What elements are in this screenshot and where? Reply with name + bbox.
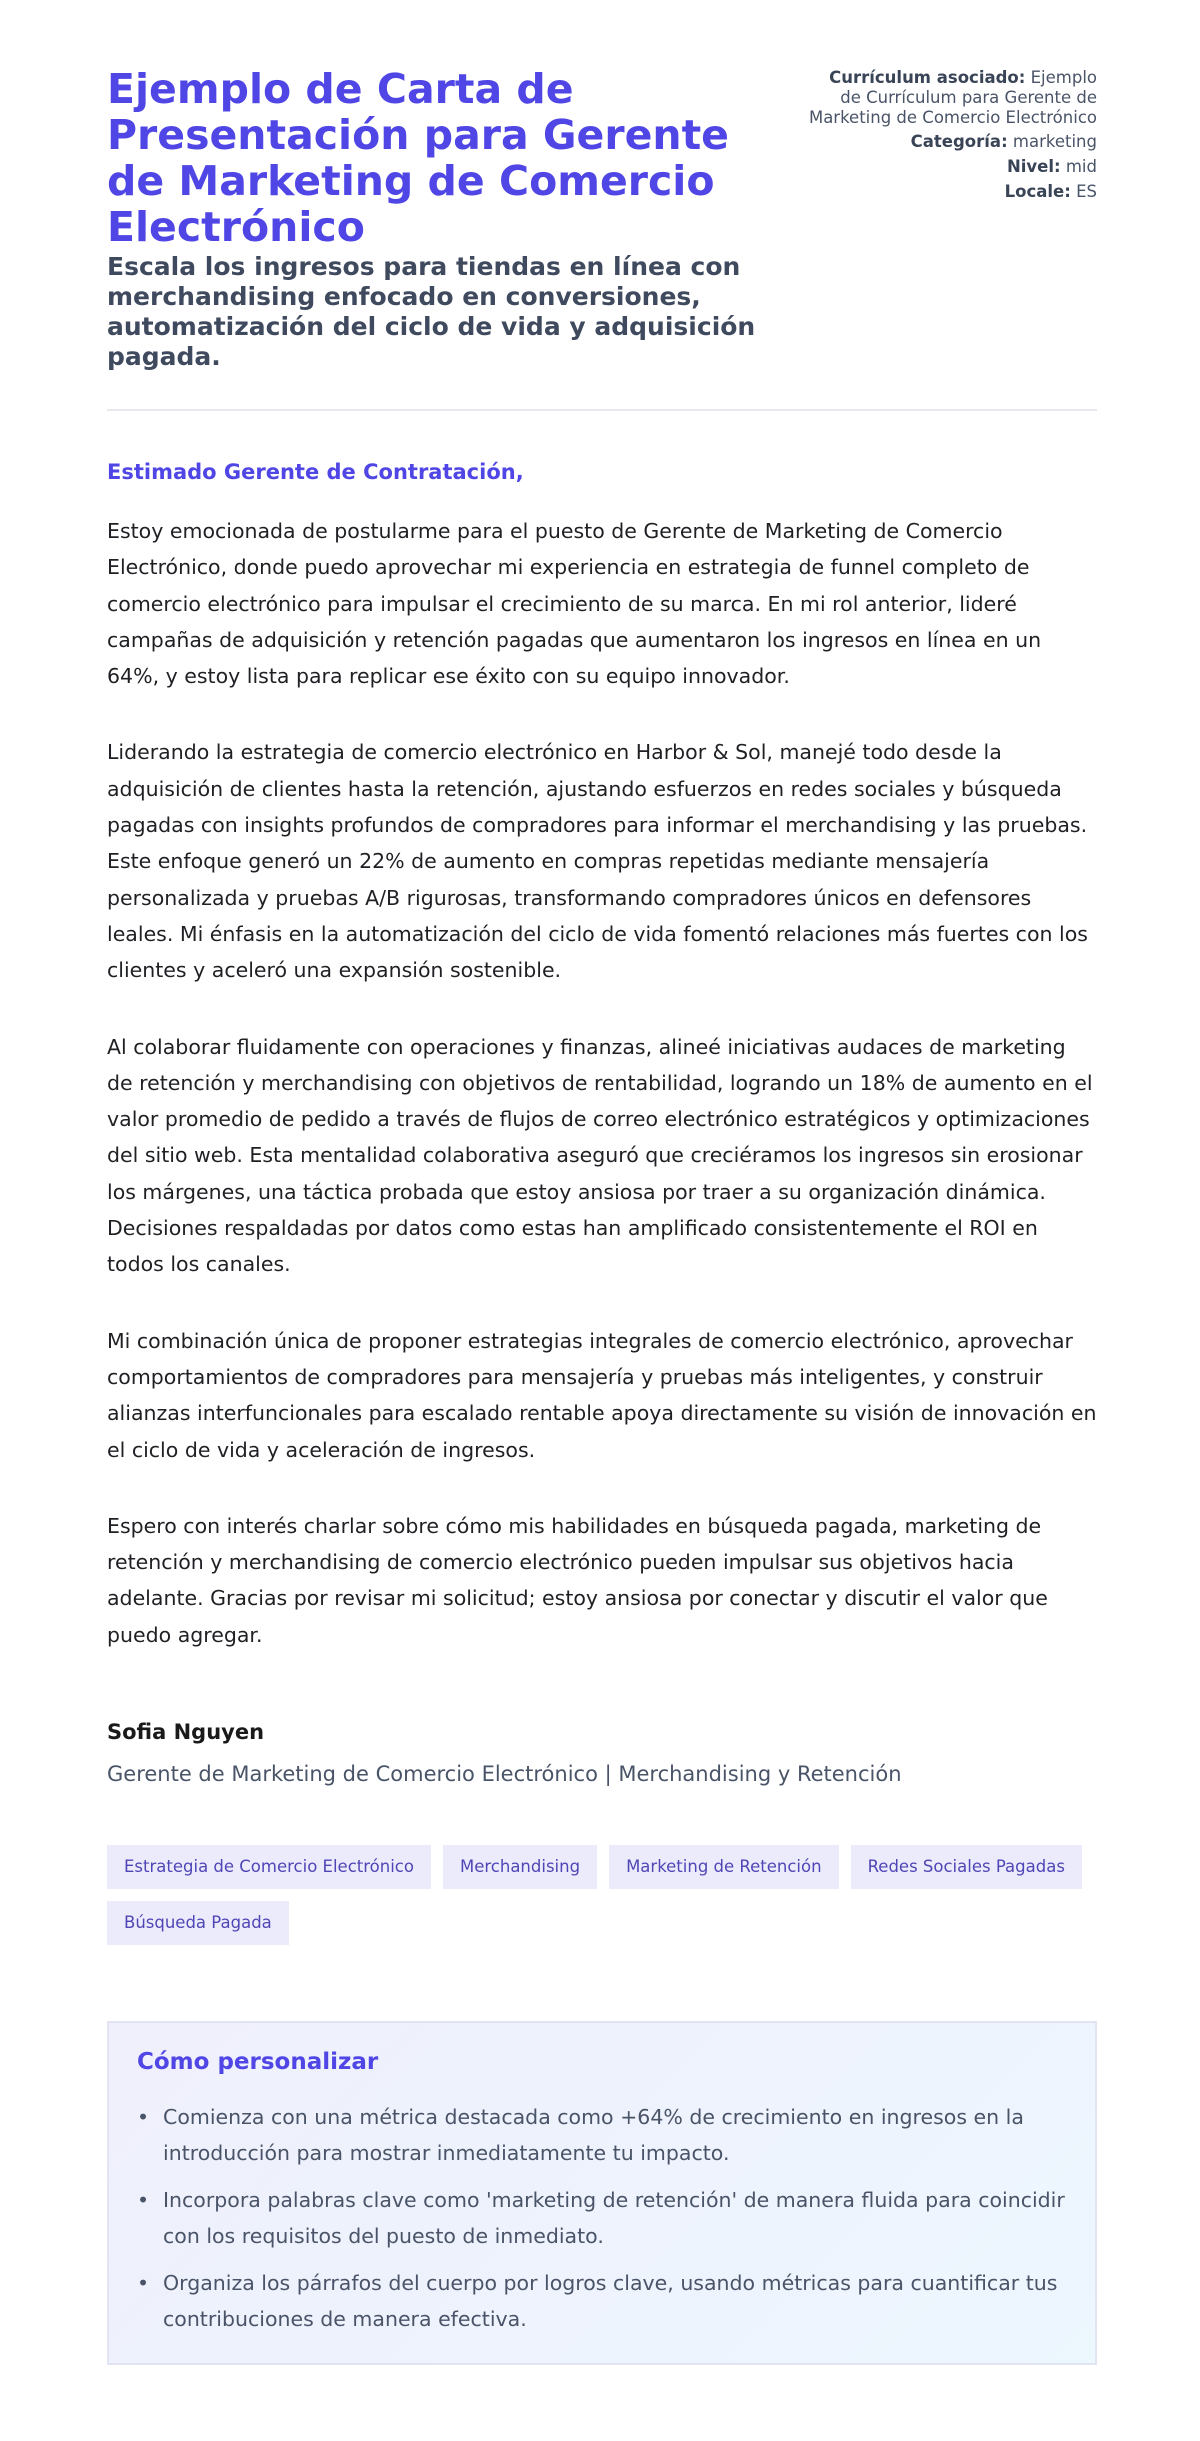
meta-category-value: marketing xyxy=(1012,132,1097,151)
meta-resume-value: Ejemplo de Currículum para Gerente de Marketing de Comercio Electrónico xyxy=(808,68,1097,127)
tip-item xyxy=(137,2099,1067,2171)
tip-item xyxy=(137,2182,1067,2254)
meta-locale xyxy=(807,182,1097,202)
page-header xyxy=(107,66,1097,372)
signature-title: Gerente de Marketing de Comercio Electrónico | Merchandising y Retención xyxy=(107,1762,902,1787)
meta-locale-label: Locale: xyxy=(1004,182,1071,201)
meta-resume xyxy=(807,68,1097,128)
salutation: Estimado Gerente de Contratación, xyxy=(107,460,524,484)
skill-tags xyxy=(107,1845,1097,1945)
tips-title: Cómo personalizar xyxy=(137,2049,379,2076)
bullet-icon: • xyxy=(137,2271,150,2296)
meta-resume-label: Currículum asociado: xyxy=(829,68,1026,87)
body-paragraph: Mi combinación única de proponer estrategias integrales de comercio electrónico, aprovechar comportamientos de compradores para mensajería y pruebas más inteligentes, y construir alianzas interfuncionales para escalado rentable apoya directamente su visión de innovación en el ciclo de vida y aceleración de ingresos. xyxy=(107,1328,1097,1462)
body-paragraph: Estoy emocionada de postularme para el puesto de Gerente de Marketing de Comercio Electrónico, donde puedo aprovechar mi experiencia en estrategia de funnel completo de comercio electrónico para impulsar el crecimiento de su marca. En mi rol anterior, lideré campañas de adquisición y retención pagadas que aumentaron los ingresos en línea en un 64%, y estoy lista para replicar ese éxito con su equipo innovador. xyxy=(107,519,1042,689)
tip-text: Comienza con una métrica destacada como +64% de crecimiento en ingresos en la introducción para mostrar inmediatamente tu impacto. xyxy=(163,2105,1024,2166)
signature-block xyxy=(107,1719,1097,1787)
body-paragraph: Al colaborar fluidamente con operaciones y finanzas, alineé iniciativas audaces de marketing de retención y merchandising con objetivos de rentabilidad, logrando un 18% de aumento en el valor promedio de pedido a través de flujos de correo electrónico estratégicos y optimizaciones del sitio web. Esta mentalidad colaborativa aseguró que creciéramos los ingresos sin erosionar los márgenes, una táctica probada que estoy ansiosa por traer a su organización dinámica. Decisiones respaldadas por datos como estas han amplificado consistentemente el ROI en todos los canales. xyxy=(107,1034,1093,1277)
bullet-icon: • xyxy=(137,2188,150,2213)
cover-letter-page xyxy=(107,0,1097,2433)
meta-panel xyxy=(807,66,1097,207)
customization-tips xyxy=(107,2021,1097,2365)
header-divider xyxy=(107,409,1097,411)
meta-locale-value: ES xyxy=(1076,182,1097,201)
signature-name: Sofia Nguyen xyxy=(107,1720,265,1745)
bullet-icon: • xyxy=(137,2105,150,2130)
meta-level-label: Nivel: xyxy=(1006,157,1061,176)
tip-item xyxy=(137,2265,1067,2337)
skill-tag: Búsqueda Pagada xyxy=(107,1901,289,1945)
meta-level xyxy=(807,157,1097,177)
letter-body xyxy=(107,513,1097,1653)
skill-tag: Redes Sociales Pagadas xyxy=(851,1845,1082,1889)
meta-category xyxy=(807,132,1097,152)
page-title: Ejemplo de Carta de Presentación para Gerente de Marketing de Comercio Electrónico xyxy=(107,65,729,251)
body-paragraph: Espero con interés charlar sobre cómo mis habilidades en búsqueda pagada, marketing de retención y merchandising de comercio electrónico pueden impulsar sus objetivos hacia adelante. Gracias por revisar mi solicitud; estoy ansiosa por conectar y discutir el valor que puedo agregar. xyxy=(107,1513,1048,1647)
tip-text: Incorpora palabras clave como 'marketing de retención' de manera fluida para coincidir con los requisitos del puesto de inmediato. xyxy=(163,2188,1065,2249)
tips-list xyxy=(137,2099,1067,2337)
title-block xyxy=(107,66,797,372)
meta-level-value: mid xyxy=(1065,157,1097,176)
skill-tag: Marketing de Retención xyxy=(609,1845,839,1889)
skill-tag: Estrategia de Comercio Electrónico xyxy=(107,1845,431,1889)
body-paragraph: Liderando la estrategia de comercio electrónico en Harbor & Sol, manejé todo desde la adquisición de clientes hasta la retención, ajustando esfuerzos en redes sociales y búsqueda pagadas con insights profundos de compradores para informar el merchandising y las pruebas. Este enfoque generó un 22% de aumento en compras repetidas mediante mensajería personalizada y pruebas A/B rigurosas, transformando compradores únicos en defensores leales. Mi énfasis en la automatización del ciclo de vida fomentó relaciones más fuertes con los clientes y aceleró una expansión sostenible. xyxy=(107,740,1088,983)
page-subtitle: Escala los ingresos para tiendas en línea con merchandising enfocado en conversiones, automatización del ciclo de vida y adquisición pagada. xyxy=(107,252,756,371)
tip-text: Organiza los párrafos del cuerpo por logros clave, usando métricas para cuantificar tus contribuciones de manera efectiva. xyxy=(163,2271,1058,2332)
skill-tag: Merchandising xyxy=(443,1845,597,1889)
meta-category-label: Categoría: xyxy=(910,132,1008,151)
